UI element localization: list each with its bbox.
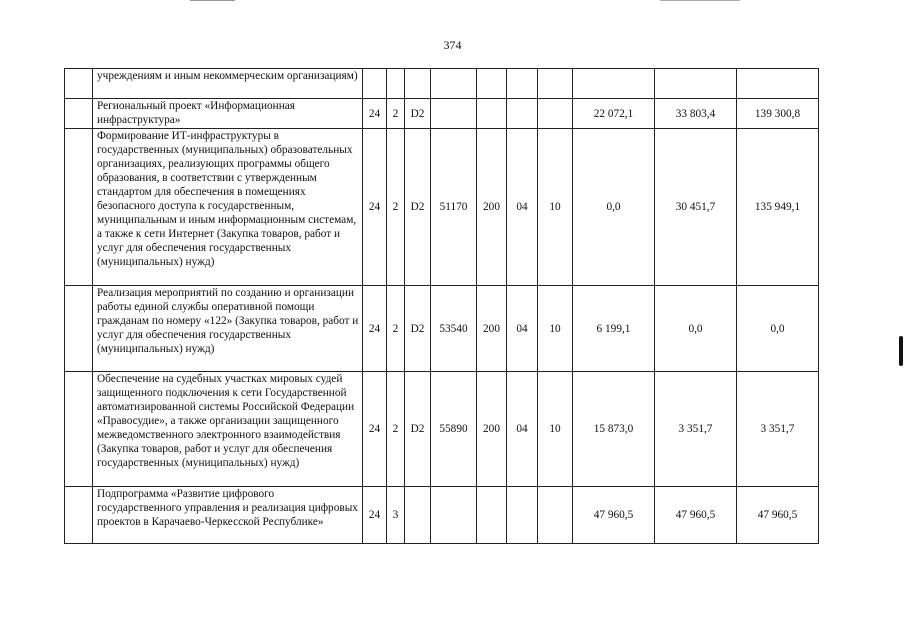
table-row [65, 372, 819, 487]
code-cell: 04 [507, 286, 538, 372]
code-cell [477, 487, 507, 544]
amount-cell: 0,0 [573, 129, 655, 286]
code-cell [405, 487, 431, 544]
code-cell [431, 99, 477, 129]
code-cell: 10 [538, 286, 573, 372]
amount-cell: 47 960,5 [737, 487, 819, 544]
code-cell [431, 487, 477, 544]
table-row [65, 487, 819, 544]
scan-edge-mark [190, 0, 235, 1]
code-cell: 04 [507, 372, 538, 487]
table-row [65, 286, 819, 372]
code-cell: 10 [538, 372, 573, 487]
table-row [65, 69, 819, 99]
amount-cell: 3 351,7 [655, 372, 737, 487]
code-cell: 2 [387, 129, 405, 286]
page-number: 374 [443, 38, 462, 52]
code-cell: 51170 [431, 129, 477, 286]
code-cell [507, 487, 538, 544]
code-cell: 24 [363, 99, 387, 129]
amount-cell: 0,0 [655, 286, 737, 372]
code-cell [507, 69, 538, 99]
amount-cell: 47 960,5 [655, 487, 737, 544]
code-cell [431, 69, 477, 99]
amount-cell: 135 949,1 [737, 129, 819, 286]
code-cell: D2 [405, 99, 431, 129]
code-cell [405, 69, 431, 99]
code-cell: 2 [387, 372, 405, 487]
item-name: Подпрограмма «Развитие цифрового государственного управления и реализация цифровых проектов в Карачаево-Черкесской Республике» [93, 487, 363, 544]
scan-artifact [899, 336, 903, 366]
code-cell: D2 [405, 129, 431, 286]
code-cell: 200 [477, 372, 507, 487]
scan-edge-mark [660, 0, 740, 1]
index-cell [65, 99, 93, 129]
code-cell: D2 [405, 372, 431, 487]
code-cell [538, 487, 573, 544]
table-row [65, 129, 819, 286]
code-cell: 3 [387, 487, 405, 544]
amount-cell: 15 873,0 [573, 372, 655, 487]
amount-cell: 22 072,1 [573, 99, 655, 129]
code-cell: 2 [387, 286, 405, 372]
index-cell [65, 286, 93, 372]
amount-cell: 33 803,4 [655, 99, 737, 129]
index-cell [65, 129, 93, 286]
item-name: учреждениям и иным некоммерческим организациям) [93, 69, 363, 99]
code-cell: 200 [477, 286, 507, 372]
code-cell: 24 [363, 129, 387, 286]
amount-cell [737, 69, 819, 99]
amount-cell: 0,0 [737, 286, 819, 372]
index-cell [65, 372, 93, 487]
code-cell [538, 69, 573, 99]
amount-cell: 6 199,1 [573, 286, 655, 372]
index-cell [65, 487, 93, 544]
amount-cell [573, 69, 655, 99]
code-cell [387, 69, 405, 99]
amount-cell [655, 69, 737, 99]
code-cell: 10 [538, 129, 573, 286]
code-cell [538, 99, 573, 129]
item-name: Региональный проект «Информационная инфраструктура» [93, 99, 363, 129]
code-cell: 24 [363, 372, 387, 487]
code-cell: 24 [363, 286, 387, 372]
code-cell: 2 [387, 99, 405, 129]
code-cell [363, 69, 387, 99]
code-cell: 200 [477, 129, 507, 286]
code-cell: 55890 [431, 372, 477, 487]
item-name: Обеспечение на судебных участках мировых судей защищенного подключения к сети Государственной автоматизированной системы Российской Федерации «Правосудие», а также организации защищенного межведомственного электронного взаимодействия (Закупка товаров, работ и услуг для обеспечения государственных (муниципальных) нужд) [93, 372, 363, 487]
code-cell [477, 69, 507, 99]
code-cell: 04 [507, 129, 538, 286]
table-row [65, 99, 819, 129]
amount-cell: 139 300,8 [737, 99, 819, 129]
code-cell: 53540 [431, 286, 477, 372]
amount-cell: 3 351,7 [737, 372, 819, 487]
item-name: Формирование ИТ-инфраструктуры в государственных (муниципальных) образовательных организациях, реализующих программы общего образования, в соответствии с утвержденным стандартом для обеспечения в помещениях безопасного доступа к государственным, муниципальным и иным информационным системам, а также к сети Интернет (Закупка товаров, работ и услуг для обеспечения государственных (муниципальных) нужд) [93, 129, 363, 286]
amount-cell: 30 451,7 [655, 129, 737, 286]
code-cell: D2 [405, 286, 431, 372]
item-name: Реализация мероприятий по созданию и организации работы единой службы оперативной помощи гражданам по номеру «122» (Закупка товаров, работ и услуг для обеспечения государственных (муниципальных) нужд) [93, 286, 363, 372]
code-cell [507, 99, 538, 129]
code-cell: 24 [363, 487, 387, 544]
index-cell [65, 69, 93, 99]
amount-cell: 47 960,5 [573, 487, 655, 544]
code-cell [477, 99, 507, 129]
budget-table [64, 68, 819, 544]
